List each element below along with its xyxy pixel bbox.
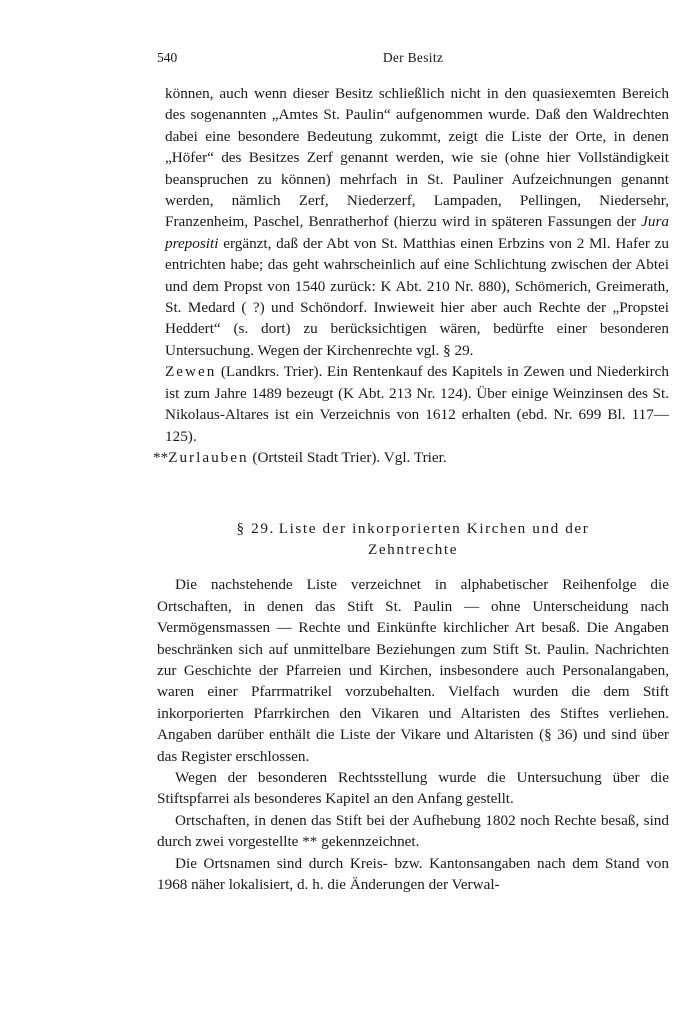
section-number: § 29. xyxy=(236,520,275,538)
continuation-paragraph xyxy=(157,83,669,361)
paragraph-stiftspfarrei: Wegen der besonderen Rechtsstellung wurde die Untersuchung über die Stiftspfarrei als besonderes Kapitel an den Anfang gestellt. xyxy=(157,768,669,808)
page-number: 540 xyxy=(157,50,178,65)
running-title: Der Besitz xyxy=(382,50,444,65)
continuation-text-b: ergänzt, daß der Abt von St. Matthias einen Erbzins von 2 Ml. Hafer zu entrichten habe; das geht wahrscheinlich auf eine Schlichtung zwischen der Abtei und dem Propst von 1540 zurück: K Abt. 210 Nr. 880), Schömerich, Greimerath, St. Medard ( ?) und Schöndorf. Inwieweit hier aber auch Rechte der „Propstei Heddert“ (s. dort) zu berücksichtigen wären, bedürfte einer besonderen Untersuchung. Wegen der Kirchenrechte vgl. § 29. xyxy=(165,234,669,359)
continuation-italic-title: Jura prepositi xyxy=(165,213,669,252)
section-heading-line-2 xyxy=(157,539,669,560)
entry-place-name: Zewen xyxy=(165,363,217,381)
section-heading xyxy=(157,518,669,560)
entry-text: (Landkrs. Trier). Ein Rentenkauf des Kapitels in Zewen und Niederkirch ist zum Jahre 1489 bezeugt (K Abt. 213 Nr. 124). Über einige Weinzinsen des St. Nikolaus-Altares ist ein Verzeichnis von 1612 erhalten (ebd. Nr. 699 Bl. 117—125). xyxy=(165,363,669,445)
paragraph-markers: Ortschaften, in denen das Stift bei der Aufhebung 1802 noch Rechte besaß, sind durch zwei vorgestellte ** gekennzeichnet. xyxy=(157,811,669,851)
paragraph-intro: Die nachstehende Liste verzeichnet in alphabetischer Reihenfolge die Ortschaften, in denen das Stift St. Paulin — ohne Unterscheidung nach Vermögensmassen — Rechte und Einkünfte kirchlicher Art besaß. Die Angaben beschränken sich auf unmittelbare Beziehungen zum Stift St. Paulin. Nachrichten zur Geschichte der Pfarreien und Kirchen, insbesondere auch Personalangaben, waren einer Pfarrmatrikel vorzubehalten. Vielfach wurden die dem Stift inkorporierten Pfarrkirchen den Vikaren und Altaristen des Stiftes verliehen. Angaben darüber enthält die Liste der Vikare und Altaristen (§ 36) und sind über das Register erschlossen. xyxy=(157,576,669,765)
entry-zurlauben xyxy=(153,447,669,468)
continuation-text-a: können, auch wenn dieser Besitz schließlich nicht in den quasiexemten Bereich des sogenannten „Amtes St. Paulin“ aufgenommen wurde. Daß den Waldrechten dabei eine besondere Bedeutung zukommt, zeigt die Liste der Orte, in denen „Höfer“ des Besitzes Zerf genannt werden, wie sie (ohne hier Vollständigkeit beanspruchen zu können) mehrfach in St. Pauliner Aufzeichnungen genannt werden, nämlich Zerf, Niederzerf, Lampaden, Pellingen, Niedersehr, Franzenheim, Paschel, Benratherhof (hierzu wird in späteren Fassungen der xyxy=(165,85,669,231)
entry-place-name: Zurlauben xyxy=(168,448,249,466)
paragraph-ortsnamen: Die Ortsnamen sind durch Kreis- bzw. Kantonsangaben nach dem Stand von 1968 näher lokalisiert, d. h. die Änderungen der Verwal- xyxy=(157,854,669,893)
section-heading-line-1 xyxy=(157,518,669,539)
body-text xyxy=(153,83,669,895)
running-head xyxy=(157,50,669,70)
entry-prefix-marker: ** xyxy=(153,448,169,466)
entry-zewen xyxy=(157,361,669,447)
section-title-line-1: Liste der inkorporierten Kirchen und der xyxy=(278,520,590,538)
entry-text: (Ortsteil Stadt Trier). Vgl. Trier. xyxy=(248,448,447,466)
section-title-line-2: Zehntrechte xyxy=(367,541,459,559)
